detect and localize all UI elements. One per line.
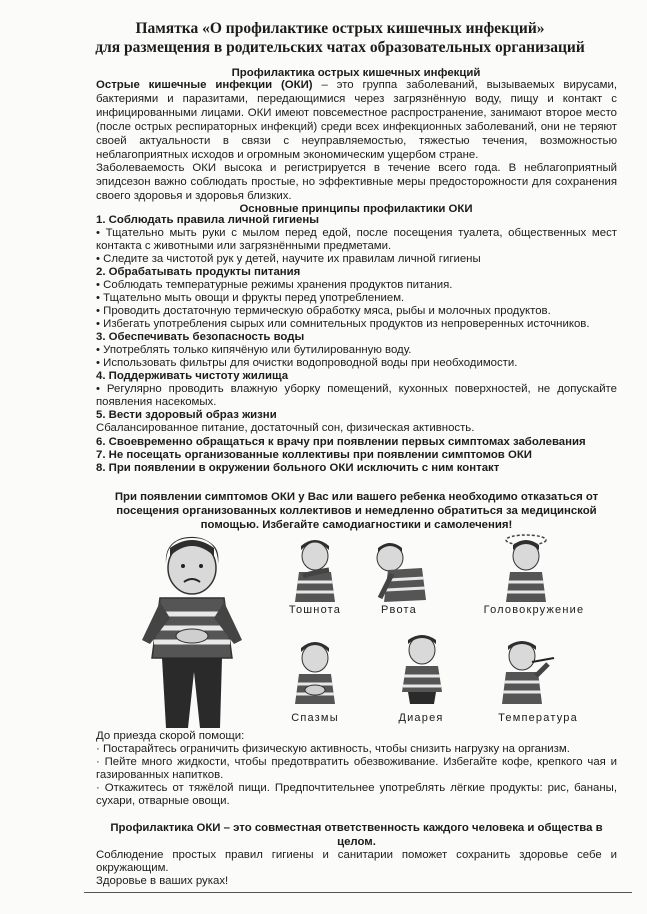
principle-5-text: Сбалансированное питание, достаточный сон, физическая активность. <box>96 422 475 434</box>
fever-illustration <box>494 636 558 708</box>
symptom-label-dizziness: Головокружение <box>483 604 585 616</box>
symptom-label-cramps: Спазмы <box>291 712 339 724</box>
intro-term: Острые кишечные инфекции (ОКИ) <box>96 79 313 91</box>
principle-7-title: 7. Не посещать организованные коллективы при появлении симптомов ОКИ <box>96 449 532 461</box>
first-aid-bullet-1: · Постарайтесь ограничить физическую активность, чтобы снизить нагрузку на организм. <box>96 743 570 755</box>
symptom-label-diarrhea: Диарея <box>398 712 444 724</box>
principle-1-title: 1. Соблюдать правила личной гигиены <box>96 214 319 226</box>
symptom-label-fever: Температура <box>498 712 578 724</box>
principle-6-title: 6. Своевременно обращаться к врачу при появлении первых симптомах заболевания <box>96 436 586 448</box>
symptom-label-vomiting: Рвота <box>381 604 417 616</box>
first-aid-heading: До приезда скорой помощи: <box>96 730 245 742</box>
intro-paragraph-1 <box>96 79 617 162</box>
principle-2-title: 2. Обрабатывать продукты питания <box>96 266 301 278</box>
closing-bold: Профилактика ОКИ – это совместная ответственность каждого человека и общества в целом. <box>110 822 603 848</box>
diarrhea-illustration <box>390 632 454 706</box>
principles-heading: Основные принципы профилактики ОКИ <box>239 203 473 215</box>
principle-1-bullet-1: • Тщательно мыть руки с мылом перед едой, после посещения туалета, общественных мест контакта с животными или загрязнёнными предметами. <box>96 227 617 253</box>
intro-text: – это группа заболеваний, вызываемых вирусами, бактериями и паразитами, передающимися через загрязнённую воду, пищу и контакт с инфицированными лицами. ОКИ имеют повсеместное распространение, занимают второе место (после острых респираторных инфекций) среди всех инфекционных заболеваний, они не теряют своей актуальности в связи с неуправляемостью, тяжестью течения, возможностью неблагоприятных исходов и огромным экономическим ущербом стране. <box>96 79 617 161</box>
principle-2-bullet-3: • Проводить достаточную термическую обработку мяса, рыбы и молочных продуктов. <box>96 305 551 317</box>
principle-5-title: 5. Вести здоровый образ жизни <box>96 409 277 421</box>
principle-2-bullet-4: • Избегать употребления сырых или сомнительных продуктов из непроверенных источников. <box>96 318 590 330</box>
medical-help-callout: При появлении симптомов ОКИ у Вас или вашего ребенка необходимо отказаться от посещения организованных коллективов и немедленно обратиться за медицинской помощью. Избегайте самодиагностики и самолечения! <box>114 491 599 531</box>
first-aid-bullet-3: · Откажитесь от тяжёлой пищи. Предпочтительнее употреблять лёгкие продукты: рис, бананы, сухари, отварные овощи. <box>96 782 617 808</box>
memo-title-line2: для размещения в родительских чатах образовательных организаций <box>95 39 585 56</box>
principle-2-bullet-1: • Соблюдать температурные режимы хранения продуктов питания. <box>96 279 453 291</box>
boy-stomach-ache-illustration <box>136 532 248 732</box>
vomiting-illustration <box>368 540 432 606</box>
dizziness-illustration <box>496 532 556 604</box>
principle-3-bullet-2: • Использовать фильтры для очистки водопроводной воды при необходимости. <box>96 357 518 369</box>
closing-final: Здоровье в ваших руках! <box>96 875 229 887</box>
intro-paragraph-2: Заболеваемость ОКИ высока и регистрируется в течение всего года. В неблагоприятный эпидсезон важно соблюдать простые, но эффективные меры предосторожности для сохранения своего здоровья и здоровья близких. <box>96 162 617 202</box>
principle-1-bullet-2: • Следите за чистотой рук у детей, научите их правилам личной гигиены <box>96 253 481 265</box>
closing-text: Соблюдение простых правил гигиены и санитарии поможет сохранить здоровье себе и окружающим. <box>96 849 617 875</box>
symptom-label-nausea: Тошнота <box>288 604 342 616</box>
bottom-rule <box>84 892 632 893</box>
memo-title-line1: Памятка «О профилактике острых кишечных инфекций» <box>135 20 545 37</box>
principle-2-bullet-2: • Тщательно мыть овощи и фрукты перед употреблением. <box>96 292 405 304</box>
cramps-illustration <box>285 638 345 708</box>
principle-3-bullet-1: • Употреблять только кипячёную или бутилированную воду. <box>96 344 412 356</box>
intro-heading: Профилактика острых кишечных инфекций <box>231 67 481 79</box>
principle-3-title: 3. Обеспечивать безопасность воды <box>96 331 305 343</box>
first-aid-bullet-2: · Пейте много жидкости, чтобы предотвратить обезвоживание. Избегайте кофе, крепкого чая и газированных напитков. <box>96 756 617 782</box>
principle-4-title: 4. Поддерживать чистоту жилища <box>96 370 289 382</box>
nausea-illustration <box>285 536 345 606</box>
principle-4-bullet-1: • Регулярно проводить влажную уборку помещений, кухонных поверхностей, не допускайте появления насекомых. <box>96 383 617 409</box>
principle-8-title: 8. При появлении в окружении больного ОКИ исключить с ним контакт <box>96 462 500 474</box>
